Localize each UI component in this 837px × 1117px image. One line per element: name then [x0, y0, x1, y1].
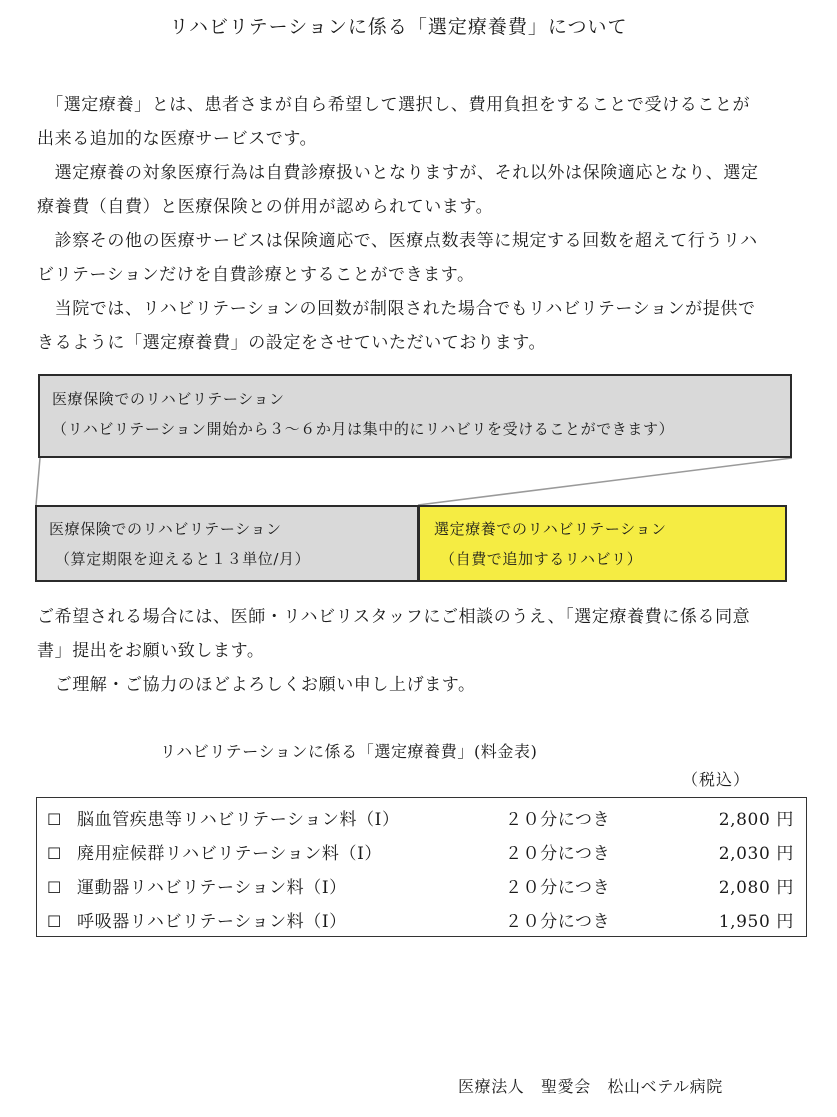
fee-unit: ２０分につき — [505, 912, 611, 932]
hospital-name: 医療法人 聖愛会 松山ベテル病院 — [458, 1077, 723, 1096]
connector-line-left — [36, 458, 40, 505]
insurance-rehab-title: 医療保険でのリハビリテーション — [52, 390, 285, 408]
fee-unit: ２０分につき — [505, 810, 611, 830]
insurance-rehab-box — [38, 374, 792, 458]
consult-paragraph: ご希望される場合には、医師・リハビリスタッフにご相談のうえ、「選定療養費に係る同意書」提出をお願い致します。 — [37, 607, 751, 661]
fee-row — [37, 837, 806, 871]
insurance-limited-box — [35, 505, 419, 582]
fee-item-name: 脳血管疾患等リハビリテーション料（Ⅰ） — [77, 810, 400, 830]
fee-row — [37, 905, 806, 939]
selective-care-box — [418, 505, 787, 582]
page-title: リハビリテーションに係る「選定療養費」について — [169, 16, 628, 38]
fee-price: 1,950 円 — [718, 912, 794, 932]
closing-paragraph: ご理解・ご協力のほどよろしくお願い申し上げます。 — [37, 675, 476, 695]
insurance-rehab-note: （リハビリテーション開始から３～６か月は集中的にリハビリを受けることができます） — [52, 420, 675, 438]
insurance-limited-note: （算定期限を迎えると１３単位/月） — [55, 550, 311, 568]
checkbox-icon: ☐ — [47, 844, 62, 863]
selective-care-title: 選定療養でのリハビリテーション — [434, 520, 667, 538]
tax-included-note: （税込） — [682, 770, 751, 789]
insurance-limited-title: 医療保険でのリハビリテーション — [49, 520, 282, 538]
fee-price: 2,080 円 — [718, 878, 794, 898]
fee-item-name: 運動器リハビリテーション料（Ⅰ） — [77, 878, 347, 898]
fee-unit: ２０分につき — [505, 844, 611, 864]
fee-price: 2,030 円 — [718, 844, 794, 864]
intro-paragraph: 当院では、リハビリテーションの回数が制限された場合でもリハビリテーションが提供できるように「選定療養費」の設定をさせていただいております。 — [37, 299, 756, 353]
intro-paragraph: 「選定療養」とは、患者さまが自ら希望して選択し、費用負担をすることで受けることが出来る追加的な医療サービスです。 — [37, 95, 751, 149]
fee-price: 2,800 円 — [718, 810, 794, 830]
intro-paragraph: 選定療養の対象医療行為は自費診療扱いとなりますが、それ以外は保険適応となり、選定療養費（自費）と医療保険との併用が認められています。 — [37, 163, 759, 217]
fee-item-name: 呼吸器リハビリテーション料（Ⅰ） — [77, 912, 347, 932]
intro-paragraph: 診察その他の医療サービスは保険適応で、医療点数表等に規定する回数を超えて行うリハビリテーションだけを自費診療とすることができます。 — [37, 231, 758, 285]
connector-line-right — [418, 458, 792, 505]
fee-unit: ２０分につき — [505, 878, 611, 898]
fee-row — [37, 803, 806, 837]
fee-table-title: リハビリテーションに係る「選定療養費」(料金表) — [160, 742, 538, 761]
checkbox-icon: ☐ — [47, 810, 62, 829]
fee-row — [37, 871, 806, 905]
checkbox-icon: ☐ — [47, 878, 62, 897]
selective-care-note: （自費で追加するリハビリ） — [440, 550, 643, 568]
fee-item-name: 廃用症候群リハビリテーション料（Ⅰ） — [77, 844, 382, 864]
checkbox-icon: ☐ — [47, 912, 62, 931]
fee-table — [36, 797, 807, 937]
